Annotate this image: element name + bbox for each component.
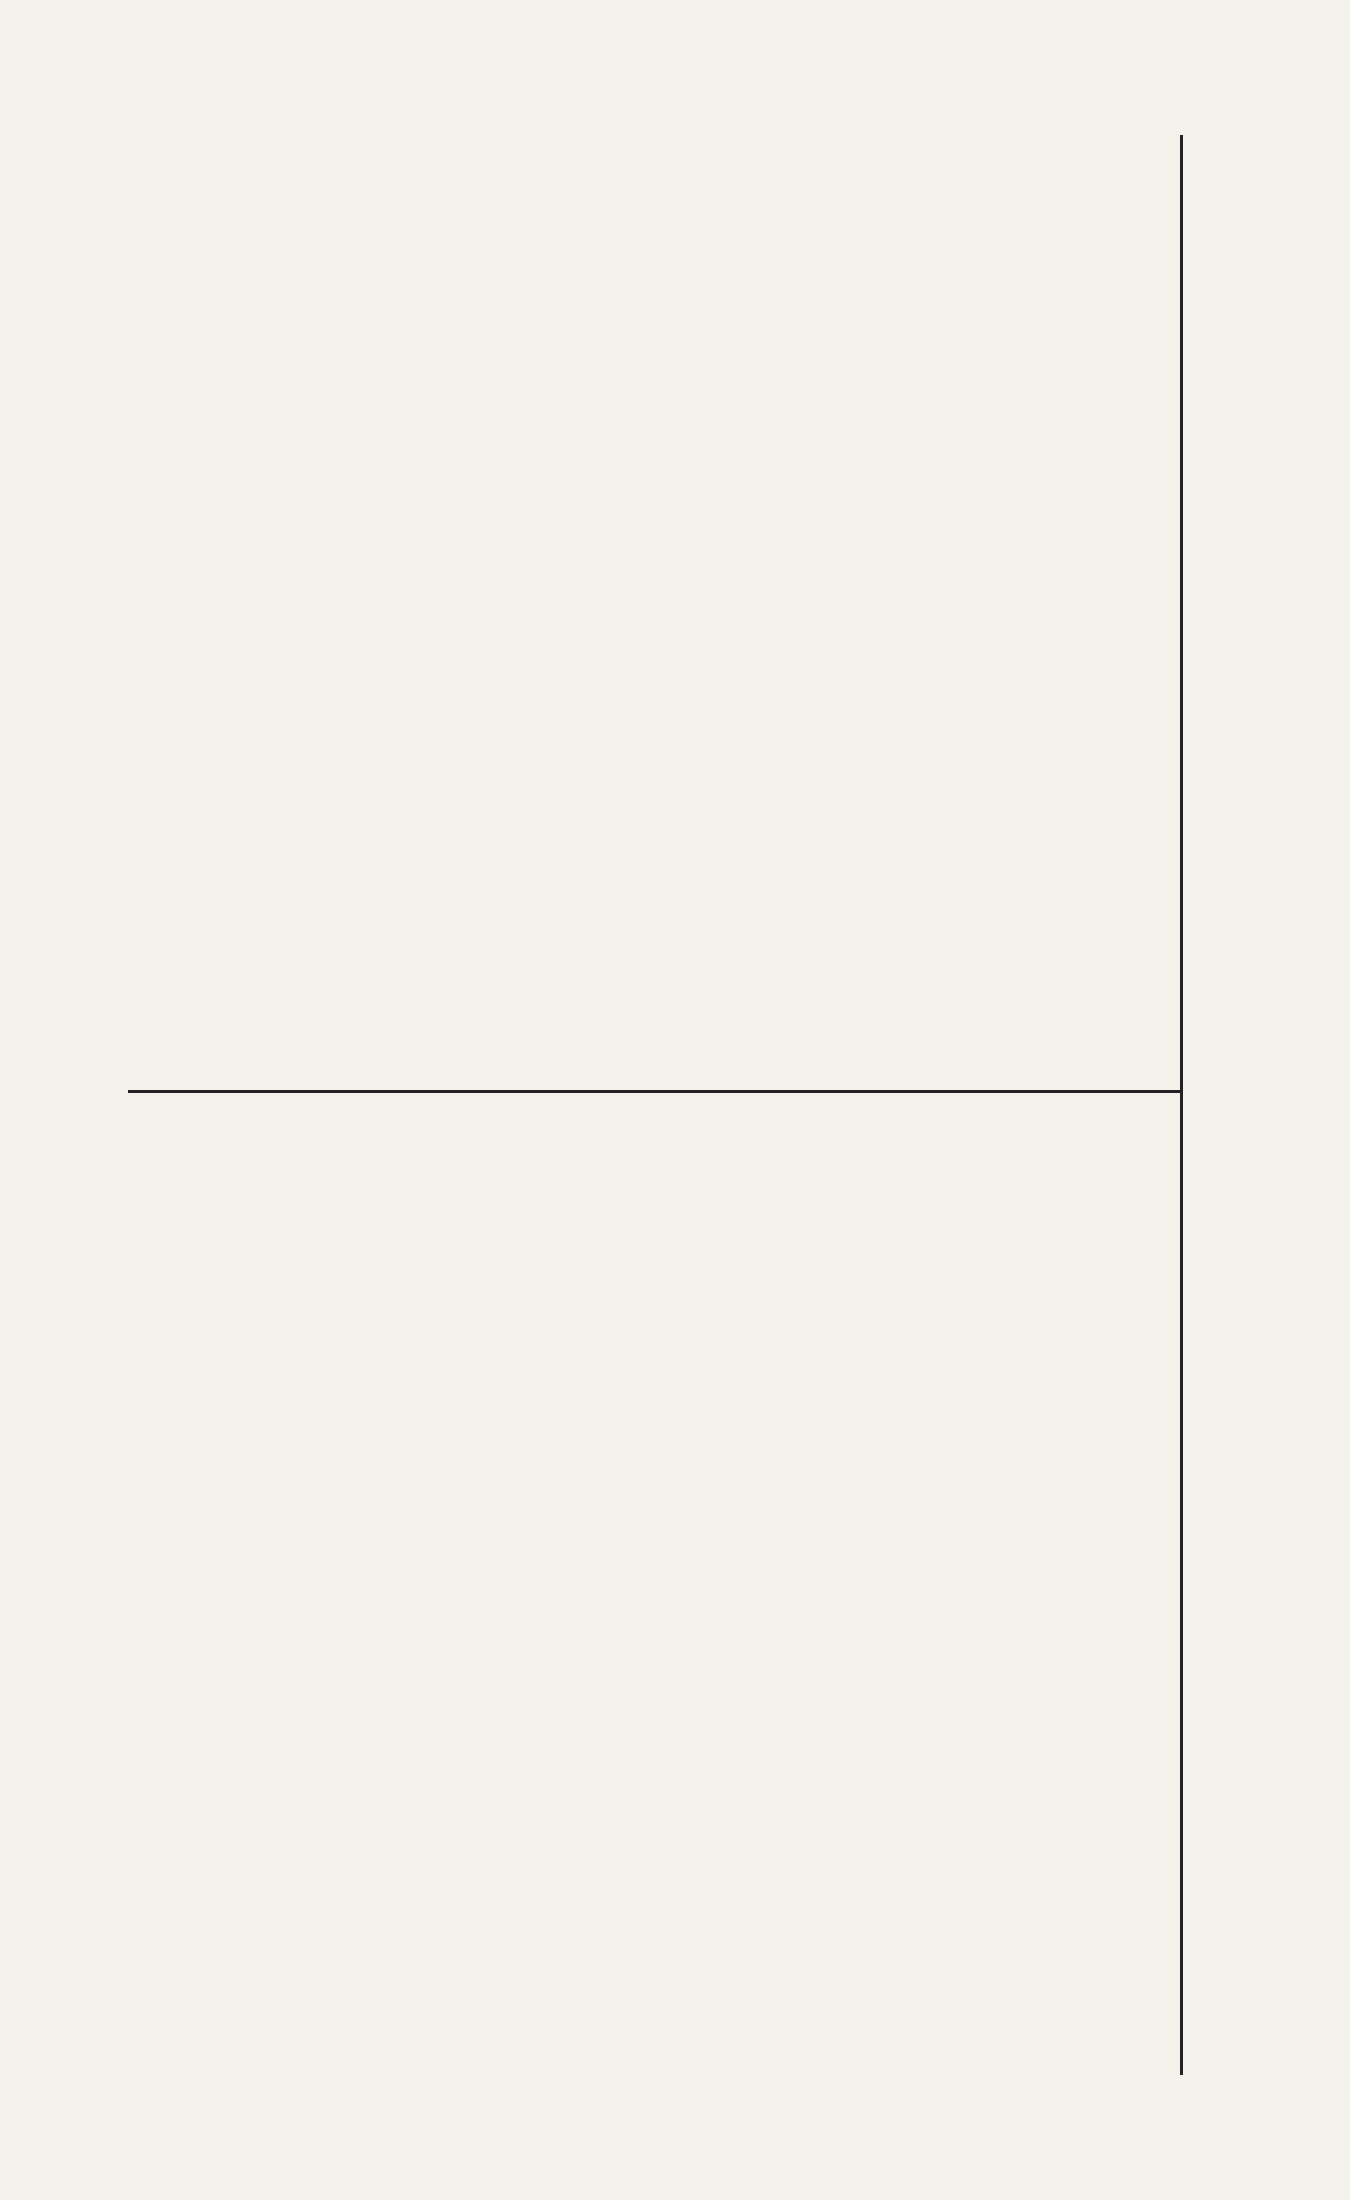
top-directory-section: [125, 140, 1175, 1100]
margin-rule-vertical: [1180, 135, 1183, 2075]
bottom-directory-section: [125, 1165, 1175, 2065]
section-divider: [128, 1090, 1182, 1093]
